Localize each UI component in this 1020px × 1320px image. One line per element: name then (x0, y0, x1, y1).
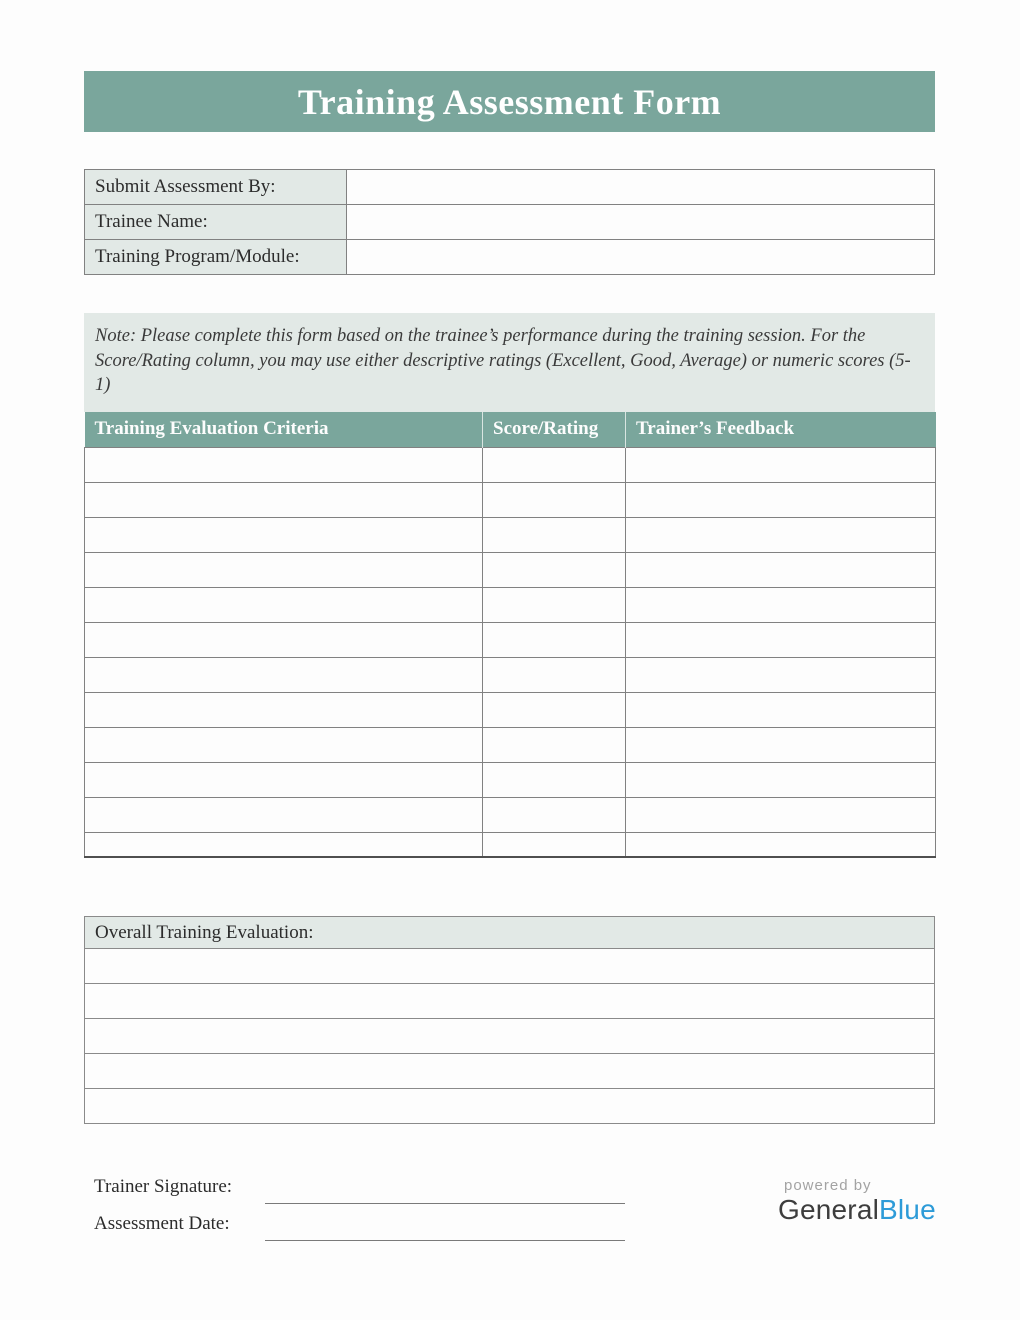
score-rating-cell[interactable] (483, 587, 626, 622)
assessment-date-label: Assessment Date: (94, 1213, 230, 1234)
criteria-cell[interactable] (85, 622, 483, 657)
trainee-name-field[interactable] (347, 205, 935, 240)
info-row-trainee-name (85, 205, 935, 240)
trainer-signature-line[interactable] (265, 1203, 625, 1204)
criteria-column-header: Training Evaluation Criteria (85, 412, 483, 447)
score-rating-cell[interactable] (483, 552, 626, 587)
score-rating-cell[interactable] (483, 832, 626, 857)
trainer-feedback-cell[interactable] (626, 797, 936, 832)
criteria-cell[interactable] (85, 797, 483, 832)
criteria-cell[interactable] (85, 587, 483, 622)
overall-evaluation-row (85, 1089, 935, 1124)
score-rating-cell[interactable] (483, 797, 626, 832)
trainer-signature-label: Trainer Signature: (94, 1176, 233, 1197)
overall-evaluation-cell[interactable] (85, 949, 935, 984)
trainer-feedback-cell[interactable] (626, 517, 936, 552)
trainer-feedback-cell[interactable] (626, 692, 936, 727)
overall-evaluation-table (84, 916, 935, 1124)
powered-by-text: powered by (784, 1177, 872, 1194)
evaluation-row (85, 552, 936, 587)
evaluation-row (85, 657, 936, 692)
trainee-name-label: Trainee Name: (85, 205, 347, 240)
overall-evaluation-header-row (85, 917, 935, 949)
overall-evaluation-cell[interactable] (85, 1054, 935, 1089)
brand-general-text: General (778, 1193, 880, 1225)
evaluation-row (85, 692, 936, 727)
overall-evaluation-cell[interactable] (85, 1089, 935, 1124)
brand-block (778, 1178, 936, 1225)
overall-evaluation-row (85, 984, 935, 1019)
info-row-submit-by (85, 170, 935, 205)
overall-evaluation-header: Overall Training Evaluation: (85, 917, 935, 949)
evaluation-row (85, 727, 936, 762)
instructions-note: Note: Please complete this form based on the trainee’s performance during the training session. For the Score/Rating column, you may use either descriptive ratings (Excellent, Good, Average) or numeric scores (5-1) (84, 313, 935, 412)
submit-by-field[interactable] (347, 170, 935, 205)
overall-evaluation-cell[interactable] (85, 984, 935, 1019)
evaluation-table-body (85, 447, 936, 857)
overall-evaluation-cell[interactable] (85, 1019, 935, 1054)
criteria-cell[interactable] (85, 482, 483, 517)
criteria-cell[interactable] (85, 762, 483, 797)
criteria-cell[interactable] (85, 832, 483, 857)
trainer-feedback-cell[interactable] (626, 622, 936, 657)
training-program-label: Training Program/Module: (85, 240, 347, 275)
generalblue-logo (778, 1195, 936, 1226)
submit-by-label: Submit Assessment By: (85, 170, 347, 205)
trainer-feedback-cell[interactable] (626, 657, 936, 692)
evaluation-table-header-row (85, 412, 936, 447)
evaluation-row (85, 482, 936, 517)
evaluation-row (85, 447, 936, 482)
trainer-feedback-cell[interactable] (626, 447, 936, 482)
score-rating-cell[interactable] (483, 727, 626, 762)
evaluation-row (85, 517, 936, 552)
evaluation-row (85, 797, 936, 832)
overall-evaluation-row (85, 1054, 935, 1089)
evaluation-row (85, 832, 936, 857)
criteria-cell[interactable] (85, 657, 483, 692)
overall-evaluation-row (85, 1019, 935, 1054)
training-program-field[interactable] (347, 240, 935, 275)
evaluation-row (85, 622, 936, 657)
score-rating-cell[interactable] (483, 447, 626, 482)
info-row-training-program (85, 240, 935, 275)
score-rating-cell[interactable] (483, 762, 626, 797)
evaluation-row (85, 762, 936, 797)
page-title: Training Assessment Form (297, 81, 722, 122)
criteria-cell[interactable] (85, 727, 483, 762)
criteria-cell[interactable] (85, 447, 483, 482)
title-banner (84, 71, 935, 132)
score-rating-cell[interactable] (483, 517, 626, 552)
trainer-feedback-cell[interactable] (626, 482, 936, 517)
evaluation-row (85, 587, 936, 622)
trainer-feedback-column-header: Trainer’s Feedback (626, 412, 936, 447)
score-rating-cell[interactable] (483, 482, 626, 517)
trainer-feedback-cell[interactable] (626, 762, 936, 797)
score-rating-cell[interactable] (483, 622, 626, 657)
assessment-date-line[interactable] (265, 1240, 625, 1241)
brand-blue-text: Blue (879, 1193, 936, 1225)
score-rating-cell[interactable] (483, 692, 626, 727)
criteria-cell[interactable] (85, 692, 483, 727)
info-table (84, 169, 935, 275)
trainer-feedback-cell[interactable] (626, 552, 936, 587)
trainer-feedback-cell[interactable] (626, 727, 936, 762)
criteria-cell[interactable] (85, 517, 483, 552)
evaluation-table (84, 412, 936, 858)
overall-evaluation-row (85, 949, 935, 984)
trainer-feedback-cell[interactable] (626, 587, 936, 622)
score-rating-column-header: Score/Rating (483, 412, 626, 447)
overall-evaluation-body (85, 917, 935, 1124)
score-rating-cell[interactable] (483, 657, 626, 692)
trainer-feedback-cell[interactable] (626, 832, 936, 857)
criteria-cell[interactable] (85, 552, 483, 587)
